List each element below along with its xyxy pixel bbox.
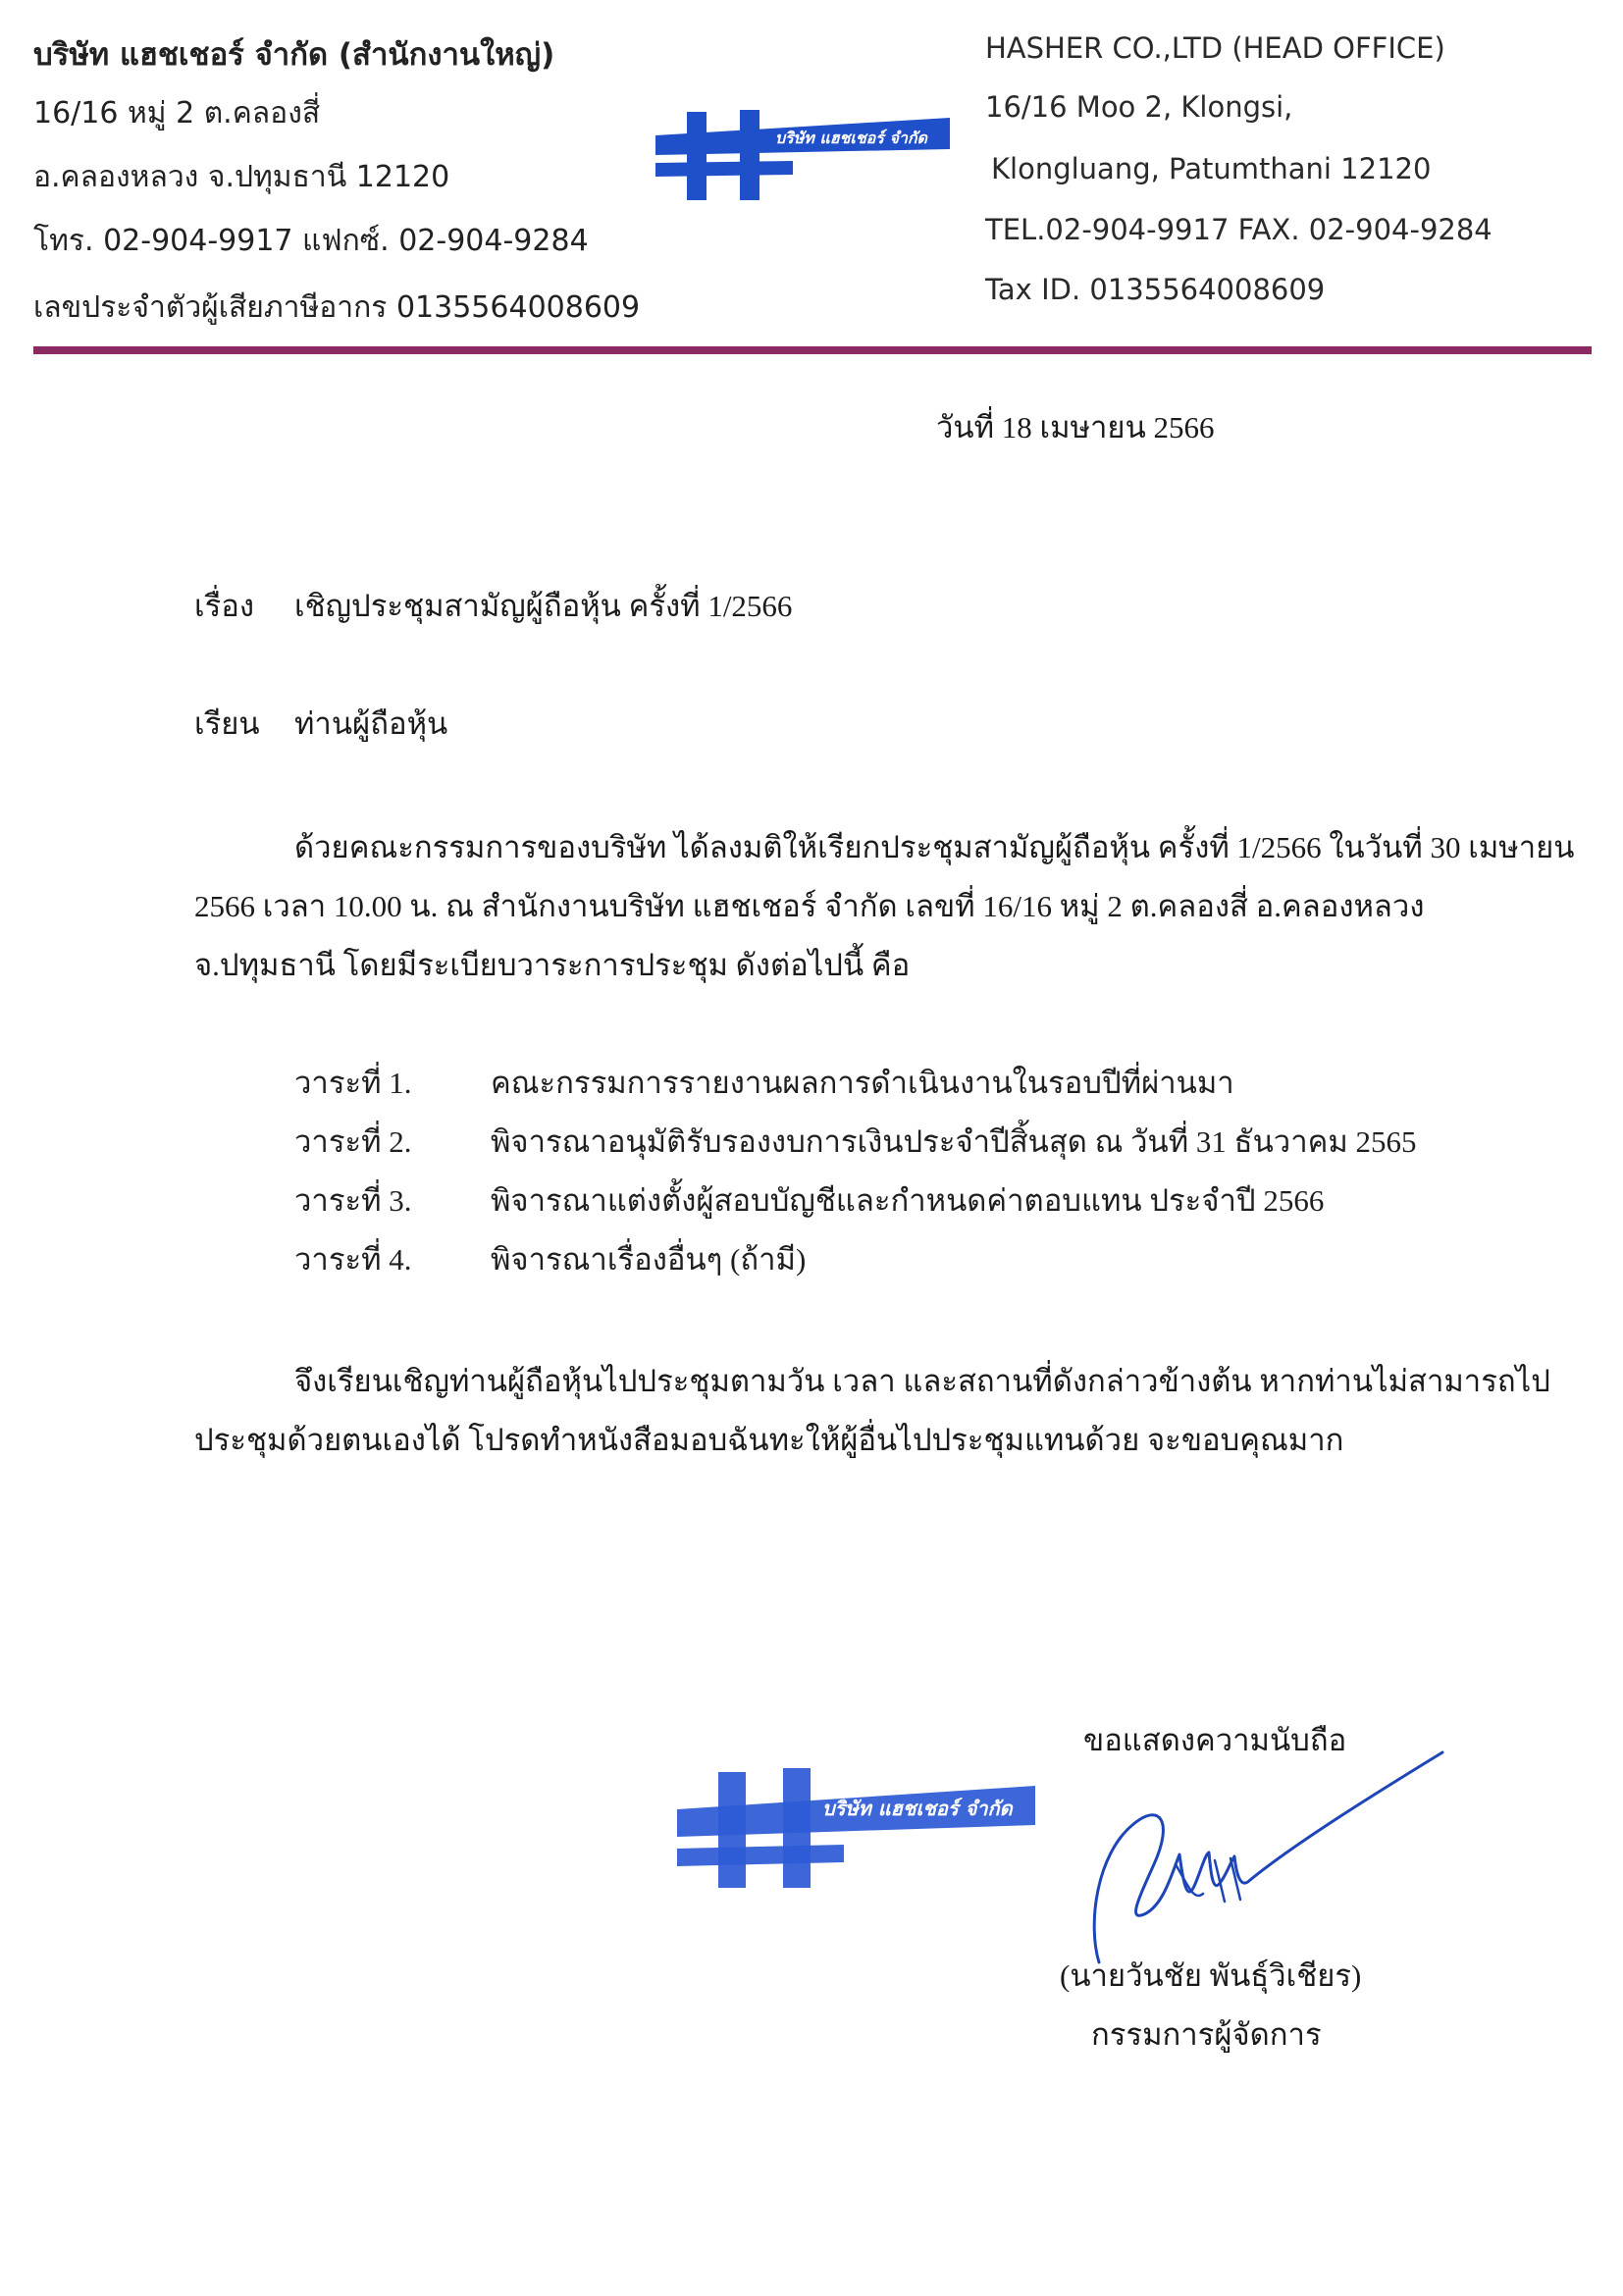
signature-stroke — [1094, 1752, 1442, 1962]
signer-title: กรรมการผู้จัดการ — [1091, 2017, 1322, 2052]
logo-right-bar — [740, 110, 759, 200]
paragraph2-line1: จึงเรียนเชิญท่านผู้ถือหุ้นไปประชุมตามวัน เวลา และสถานที่ดังกล่าวข้างต้น หากท่านไม่สามารถไป — [294, 1364, 1550, 1398]
stamp-text: บริษัท แฮชเชอร์ จำกัด — [822, 1797, 1013, 1820]
address-thai-line1: 16/16 หมู่ 2 ต.คลองสี่ — [33, 96, 321, 130]
stamp-band-bottom — [677, 1845, 844, 1866]
recipient-text: ท่านผู้ถือหุ้น — [294, 706, 448, 741]
agenda-item-text: พิจารณาอนุมัติรับรองงบการเงินประจำปีสิ้นสุด ณ วันที่ 31 ธันวาคม 2565 — [491, 1124, 1417, 1159]
subject-label: เรื่อง — [194, 589, 255, 623]
closing-text: ขอแสดงความนับถือ — [1083, 1723, 1347, 1757]
subject-text: เชิญประชุมสามัญผู้ถือหุ้น ครั้งที่ 1/2566 — [294, 589, 793, 623]
signature — [1077, 1737, 1450, 1972]
agenda-item-label: วาระที่ 2. — [294, 1124, 412, 1159]
phone-fax-english: TEL.02-904-9917 FAX. 02-904-9284 — [985, 213, 1492, 246]
company-name-english: HASHER CO.,LTD (HEAD OFFICE) — [985, 31, 1445, 65]
logo-text: บริษัท แฮชเชอร์ จำกัด — [775, 129, 927, 147]
tax-id-english: Tax ID. 0135564008609 — [985, 273, 1326, 306]
agenda-item-text: พิจารณาแต่งตั้งผู้สอบบัญชีและกำหนดค่าตอบแทน ประจำปี 2566 — [491, 1183, 1325, 1218]
paragraph1-line2: 2566 เวลา 10.00 น. ณ สำนักงานบริษัท แฮชเชอร์ จำกัด เลขที่ 16/16 หมู่ 2 ต.คลองสี่ อ.คลองหลวง — [194, 889, 1425, 923]
agenda-item-text: พิจารณาเรื่องอื่นๆ (ถ้ามี) — [491, 1242, 807, 1277]
letter-date: วันที่ 18 เมษายน 2566 — [936, 410, 1215, 444]
paragraph1-line1: ด้วยคณะกรรมการของบริษัท ได้ลงมติให้เรียกประชุมสามัญผู้ถือหุ้น ครั้งที่ 1/2566 ในวันที่ 30 เมษายน — [294, 830, 1575, 864]
address-english-line2: Klongluang, Patumthani 12120 — [991, 152, 1432, 185]
company-name-thai: บริษัท แฮชเชอร์ จำกัด (สำนักงานใหญ่) — [33, 37, 555, 73]
agenda-item-label: วาระที่ 4. — [294, 1242, 412, 1277]
agenda-item-label: วาระที่ 3. — [294, 1183, 412, 1218]
header-divider — [33, 346, 1592, 354]
company-stamp — [677, 1764, 1040, 1892]
paragraph2-line2: ประชุมด้วยตนเองได้ โปรดทำหนังสือมอบฉันทะให้ผู้อื่นไปประชุมแทนด้วย จะขอบคุณมาก — [194, 1423, 1344, 1457]
recipient-label: เรียน — [194, 706, 260, 741]
signer-name: (นายวันชัย พันธุ์วิเชียร) — [1060, 1958, 1362, 1993]
paragraph1-line3: จ.ปทุมธานี โดยมีระเบียบวาระการประชุม ดังต่อไปนี้ คือ — [194, 948, 911, 982]
logo-band-bottom — [655, 161, 793, 177]
company-logo — [655, 106, 950, 204]
address-english-line1: 16/16 Moo 2, Klongsi, — [985, 90, 1293, 124]
agenda-item-label: วาระที่ 1. — [294, 1066, 412, 1100]
agenda-item-text: คณะกรรมการรายงานผลการดำเนินงานในรอบปีที่ผ่านมา — [491, 1066, 1234, 1100]
phone-fax-thai: โทร. 02-904-9917 แฟกซ์. 02-904-9284 — [33, 224, 589, 258]
address-thai-line2: อ.คลองหลวง จ.ปทุมธานี 12120 — [33, 160, 450, 194]
tax-id-thai: เลขประจำตัวผู้เสียภาษีอากร 0135564008609 — [33, 290, 641, 325]
logo-left-bar — [687, 112, 707, 200]
